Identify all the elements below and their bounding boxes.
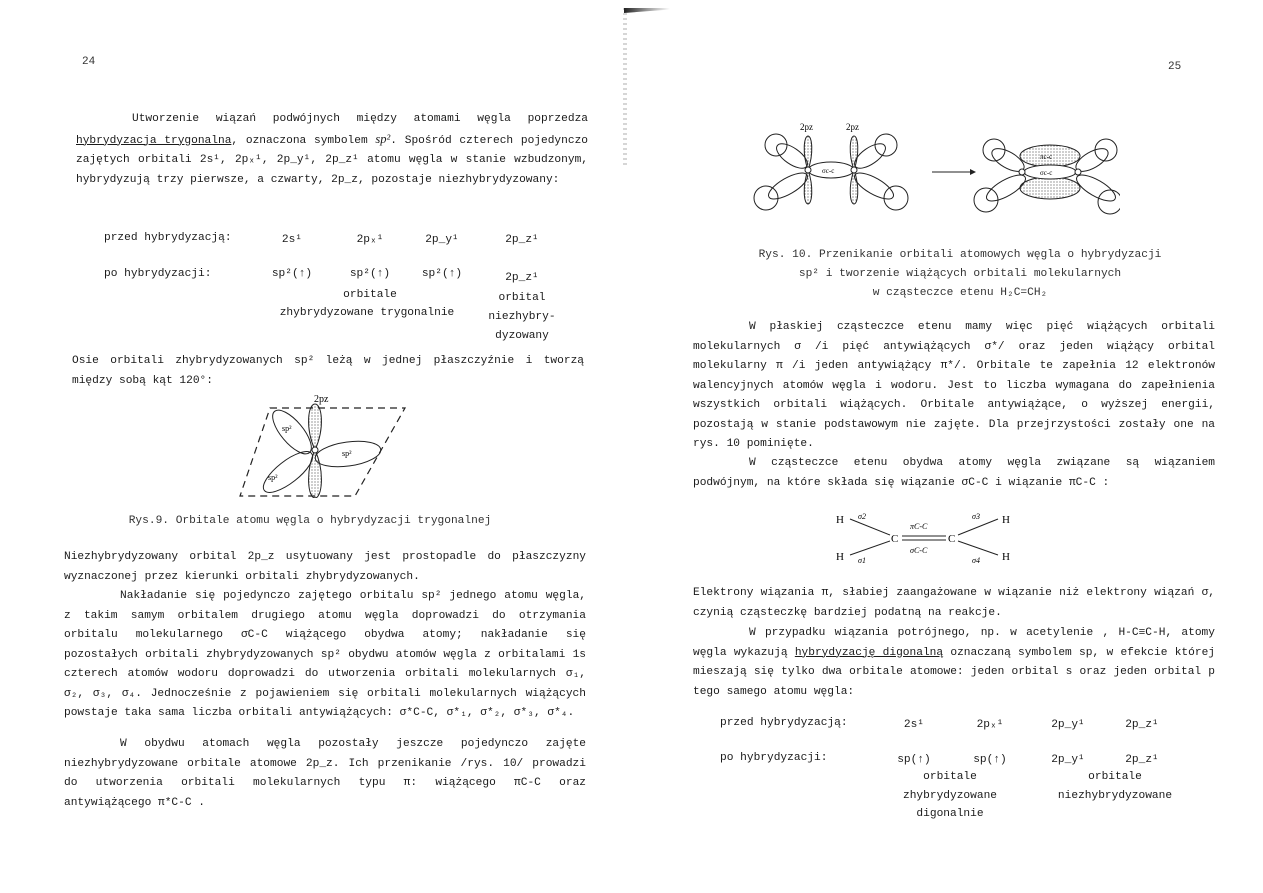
paragraph-intro: Utworzenie wiązań podwójnych między atomami węgla poprzedza hybrydyzacja trygonalna, oznaczona symbolem sp². Spośród czterech pojedynczo zajętych orbitali 2s¹, 2pₓ¹, 2p_y¹, 2p_z¹ atomu węgla w stanie wzbudzonym, hybrydyzują trzy pierwsze, a czwarty, 2p_z, pozostaje niezhybrydyzowany: [76,113,588,186]
svg-text:H: H [1002,514,1010,526]
paragraph-unhybridized: Niezhybrydyzowany orbital 2p_z usytuowany jest prostopadle do płaszczyzny wyznaczonej przez kierunki orbitali zhybrydyzowanych. [64,551,586,583]
svg-text:σ4: σ4 [972,556,980,565]
svg-text:H: H [1002,551,1010,563]
row-label-after: po hybrydyzacji: [104,268,212,280]
svg-text:σ3: σ3 [972,512,980,521]
svg-text:sp²: sp² [282,424,292,433]
svg-text:C: C [891,533,899,545]
figure-10-orbital-overlap [750,118,1120,218]
svg-text:2pz: 2pz [846,122,859,132]
right-page: 25 2pz 2pz σc-c πc-c σc-c Rys. 10. Przenikanie orbitali atomowych węgla o hybrydyzacji sp² i tworzenie wiążących orbitali molekularnych w cząsteczce etenu H₂C=CH₂ W płaskiej cząsteczce etenu mamy więc pięć wiążących orbitali molekularnych σ /i pięć antywiążących σ*/ oraz jeden wiążący orbital molekularny π /i jeden antywiążący π*/. Orbitale te zapełnia 12 elektronów walencyjnych atomów węgla i wodoru. Jest to liczba wymagana do zapełnienia wszystkich orbitali wiążących. Orbitale antywiążące, o wyższej energii, pozostają w stanie podstawowym nie zajęte. Dla przejrzystości zostały one na rys. 10 pominięte. W cząsteczce etenu obydwa atomy węgla związane są wiązaniem podwójnym, na które składa się wiązanie σC-C i wiązanie πC-C : H H C C H H σ2 σ1 πC-C σC-C σ3 σ4 Elektrony wiązania π, słabiej zaangażowane w wiązanie niż elektrony wiązań σ, czynią cząsteczkę bardziej podatną na reakcje. W przypadku wiązania potrójnego, np. w acetylenie , H-C≡C-H, atomy węgla wykazują hybrydyzację digonalną oznaczaną symbolem sp, w efekcie której mieszają się tylko dwa orbitale atomowe: jeden orbital s oraz jeden orbital p tego samego atomu węgla: przed hybrydyzacją: 2s¹ 2pₓ¹ 2p_y¹ 2p_z¹ po hybrydyzacji: sp(↑) sp(↑) 2p_y¹ 2p_z¹ orbitale zhybrydyzowane digonalnie orbitale niezhybrydyzowane [693,61,1215,820]
paragraph-overlap: Nakładanie się pojedynczo zajętego orbitalu sp² jednego atomu węgla, z takim samym orbitalem drugiego atomu węgla doprowadzi do otrzymania orbitalu molekularnego σC-C wiążącego obydwa atomy; nakładanie się pozostałych orbitali zhybrydyzowanych sp² obydwu atomów węgla z orbitalami 1s czterech atomów wodoru doprowadzi do utworzenia orbitali molekularnych σ₁, σ₂, σ₃, σ₄. Jednocześnie z pojawieniem się orbitali molekularnych wiążących powstaje taka sama liczba orbitali antywiążących: σ*C-C, σ*₁, σ*₂, σ*₃, σ*₄. [64,590,586,719]
svg-text:H: H [836,551,844,563]
row-label-after: po hybrydyzacji: [720,752,828,764]
underlined-term: hybrydyzacja trygonalna [76,134,232,147]
svg-text:πc-c: πc-c [1040,153,1053,161]
svg-text:σ2: σ2 [858,512,866,521]
svg-text:σ1: σ1 [858,556,866,565]
svg-text:σc-c: σc-c [1040,169,1053,177]
svg-text:πC-C: πC-C [910,522,928,531]
figure-9-caption: Rys.9. Orbitale atomu węgla o hybrydyzacji trygonalnej [128,515,492,527]
svg-text:H: H [836,514,844,526]
row-label-before: przed hybrydyzacją: [720,717,848,729]
paragraph-ethene-orbitals: W płaskiej cząsteczce etenu mamy więc pięć wiążących orbitali molekularnych σ /i pięć antywiążących σ*/ oraz jeden wiążący orbital molekularny π /i jeden antywiążący π*/. Orbitale te zapełnia 12 elektronów walencyjnych atomów węgla i wodoru. Jest to liczba wymagana do zapełnienia wszystkich orbitali wiążących. Orbitale antywiążące, o wyższej energii, pozostają w stanie podstawowym nie zajęte. Dla przejrzystości zostały one na rys. 10 pominięte. [693,321,1215,450]
paragraph-double-bond: W cząsteczce etenu obydwa atomy węgla związane są wiązaniem podwójnym, na które składa się wiązanie σC-C i wiązanie πC-C : [693,457,1215,489]
paragraph-pi-bonds: W obydwu atomach węgla pozostały jeszcze pojedynczo zajęte niezhybrydyzowane orbitale atomowe 2p_z. Ich przenikanie /rys. 10/ prowadzi do utworzenia orbitali molekularnych typu π: wiążącego πC-C oraz antywiążącego π*C-C . [64,738,586,809]
figure-9-trigonal-orbitals [230,388,410,498]
left-page: 24 Utworzenie wiązań podwójnych między atomami węgla poprzedza hybrydyzacja trygonalna, oznaczona symbolem sp². Spośród czterech pojedynczo zajętych orbitali 2s¹, 2pₓ¹, 2p_y¹, 2p_z¹ atomu węgla w stanie wzbudzonym, hybrydyzują trzy pierwsze, a czwarty, 2p_z, pozostaje niezhybrydyzowany: przed hybrydyzacją: 2s¹ 2pₓ¹ 2p_y¹ 2p_z¹ po hybrydyzacji: sp²(↑) sp²(↑) sp²(↑) 2p_z¹ orbitale zhybrydyzowane trygonalnie orbital niezhybry- dyzowany Osie orbitali zhybrydyzowanych sp² leżą w jednej płaszczyźnie i tworzą między sobą kąt 120°: 2pz sp² sp² sp² Rys.9. Orbitale atomu węgla o hybrydyzacji trygonalnej Niezhybrydyzowany orbital 2p_z usytuowany jest prostopadle do płaszczyzny wyznaczonej przez kierunki orbitali zhybrydyzowanych. Nakładanie się pojedynczo zajętego orbitalu sp² jednego atomu węgla, z takim samym orbitalem drugiego atomu węgla doprowadzi do otrzymania orbitalu molekularnego σC-C wiążącego obydwa atomy; nakładanie się pozostałych orbitali zhybrydyzowanych sp² obydwu atomów węgla z orbitalami 1s czterech atomów wodoru doprowadzi do utworzenia orbitali molekularnych σ₁, σ₂, σ₃, σ₄. Jednocześnie z pojawieniem się orbitali molekularnych wiążących powstaje taka sama liczba orbitali antywiążących: σ*C-C, σ*₁, σ*₂, σ*₃, σ*₄. W obydwu atomach węgla pozostały jeszcze pojedynczo zajęte niezhybrydyzowane orbitale atomowe 2p_z. Ich przenikanie /rys. 10/ prowadzi do utworzenia orbitali molekularnych typu π: wiążącego πC-C oraz antywiążącego π*C-C . [0,0,620,893]
figure-10-caption: Rys. 10. Przenikanie orbitali atomowych węgla o hybrydyzacji sp² i tworzenie wiążących orbitali molekularnych w cząsteczce etenu H₂C=CH₂ [758,249,1162,299]
paragraph-triple-bond: W przypadku wiązania potrójnego, np. w acetylenie , H-C≡C-H, atomy węgla wykazują hybrydyzację digonalną oznaczaną symbolem sp, w efekcie której mieszają się tylko dwa orbitale atomowe: jeden orbital s oraz jeden orbital p tego samego atomu węgla: [693,627,1215,698]
svg-text:2pz: 2pz [800,122,813,132]
svg-text:sp²: sp² [268,473,278,482]
ethene-structure-diagram [832,505,1012,565]
svg-text:2pz: 2pz [314,394,329,405]
underlined-term: hybrydyzację digonalną [794,646,944,659]
paragraph-axes: Osie orbitali zhybrydyzowanych sp² leżą w jednej płaszczyźnie i tworzą między sobą kąt 120°: [72,355,584,387]
svg-text:σC-C: σC-C [910,546,928,555]
svg-text:C: C [948,533,956,545]
page-number: 24 [82,56,96,68]
row-label-before: przed hybrydyzacją: [104,232,232,244]
svg-text:sp²: sp² [342,449,352,458]
page-number: 25 [1168,61,1182,73]
paragraph-pi-electrons: Elektrony wiązania π, słabiej zaangażowane w wiązanie niż elektrony wiązań σ, czynią cząsteczkę bardziej podatną na reakcje. [693,587,1215,619]
svg-text:σc-c: σc-c [822,167,835,175]
